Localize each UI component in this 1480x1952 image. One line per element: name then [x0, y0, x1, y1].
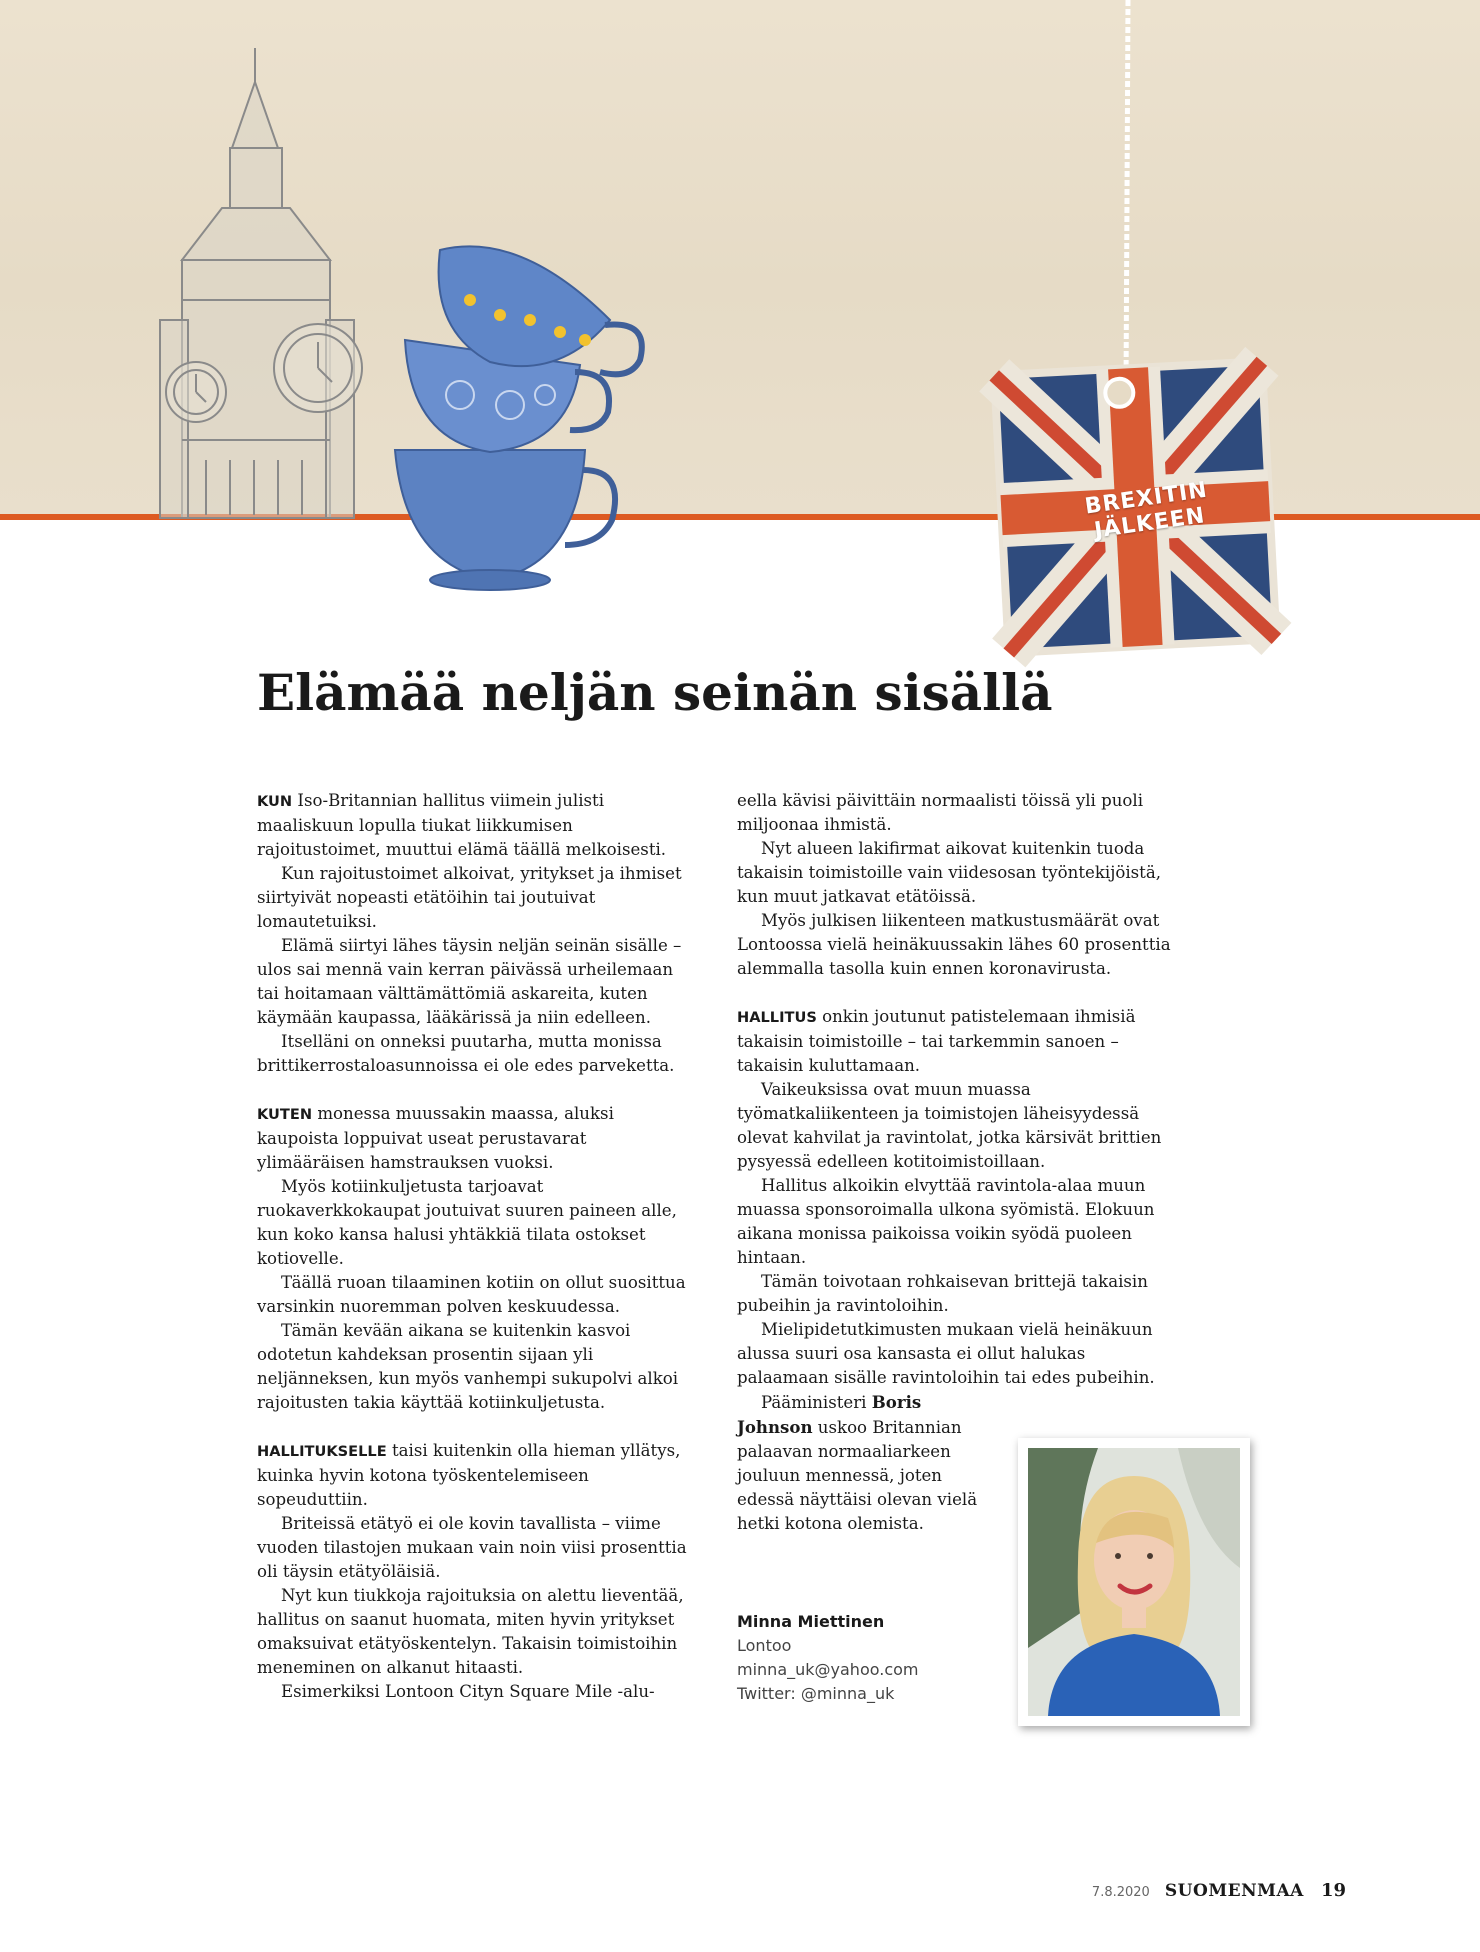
teacups-illustration — [395, 246, 642, 590]
paragraph: Myös julkisen liikenteen matkustusmäärät ovat Lontoossa vielä heinäkuussakin lähes 60 prosenttia alemmalla tasolla kuin ennen koronavirusta. — [737, 911, 1171, 978]
article-left-column — [257, 789, 695, 1704]
page-footer — [1092, 1880, 1346, 1901]
paragraph: Mielipidetutkimusten mukaan vielä heinäkuun alussa suuri osa kansasta ei ollut halukas palaamaan sisälle ravintoloihin tai edes pubeihin. — [737, 1320, 1155, 1387]
paragraph: Itselläni on onneksi puutarha, mutta monissa brittikerrostaloasunnoissa ei ole edes parveketta. — [257, 1032, 675, 1075]
paragraph: HALLITUS onkin joutunut patistelemaan ihmisiä takaisin toimistoille – tai tarkemmin sanoen – takaisin kuluttamaan. — [737, 1007, 1136, 1075]
paragraph: eella kävisi päivittäin normaalisti töissä yli puoli miljoonaa ihmistä. — [737, 791, 1144, 834]
paragraph: Nyt alueen lakifirmat aikovat kuitenkin tuoda takaisin toimistoille vain viidesosan työntekijöistä, kun muut jatkavat etätöissä. — [737, 839, 1162, 906]
paragraph: Briteissä etätyö ei ole kovin tavallista – viime vuoden tilastojen mukaan vain noin viisi prosenttia oli täysin etätyöläisiä. — [257, 1514, 687, 1581]
issue-date: 7.8.2020 — [1091, 1885, 1150, 1900]
author-photo — [1018, 1438, 1250, 1726]
paragraph: Hallitus alkoikin elvyttää ravintola-alaa muun muassa sponsoroimalla ulkona syömistä. Elokuun aikana monissa paikoissa voikin syödä puoleen hintaan. — [737, 1176, 1155, 1267]
paragraph: Täällä ruoan tilaaminen kotiin on ollut suosittua varsinkin nuoremman polven keskuudessa. — [257, 1273, 686, 1316]
paragraph: Myös kotiinkuljetusta tarjoavat ruokaverkkokaupat joutuivat suuren paineen alle, kun koko kansa halusi yhtäkkiä tilata ostokset kotiovelle. — [257, 1177, 677, 1268]
header-illustration — [0, 0, 1480, 700]
paragraph: Vaikeuksissa ovat muun muassa työmatkaliikenteen ja toimistojen läheisyydessä olevat kahvilat ja ravintolat, jotka kärsivät brittien pysyessä edelleen kotitoimistoillaan. — [737, 1080, 1162, 1171]
paragraph: KUN Iso-Britannian hallitus viimein julisti maaliskuun lopulla tiukat liikkumisen rajoitustoimet, muuttui elämä täällä melkoisesti. — [257, 791, 667, 859]
paragraph: Elämä siirtyi lähes täysin neljän seinän sisälle – ulos sai mennä vain kerran päivässä urheilemaan tai hoitamaan välttämättömiä askareita, kuten käymään kaupassa, lääkärissä ja niin edelleen. — [257, 936, 682, 1027]
paragraph: KUTEN monessa muussakin maassa, aluksi kaupoista loppuivat useat perustavarat ylimääräisen hamstrauksen vuoksi. — [257, 1104, 614, 1172]
author-email: minna_uk@yahoo.com — [737, 1660, 919, 1679]
author-byline — [737, 1610, 919, 1706]
paragraph: Nyt kun tiukkoja rajoituksia on alettu lieventää, hallitus on saanut huomata, miten hyvin yritykset omaksuivat etätyöskentelyn. Takaisin toimistoihin meneminen on alkanut hitaasti. — [257, 1586, 684, 1677]
tag-string — [1126, 0, 1128, 390]
magazine-name: SUOMENMAA — [1164, 1881, 1304, 1901]
author-twitter: Twitter: @minna_uk — [737, 1684, 895, 1703]
highlighted-name: Boris Johnson — [737, 1392, 922, 1437]
big-ben-illustration — [160, 48, 362, 518]
brexit-tag-label: BREXITIN JÄLKEEN — [1083, 477, 1210, 544]
paragraph: HALLITUKSELLE taisi kuitenkin olla hieman yllätys, kuinka hyvin kotona työskentelemiseen sopeuduttiin. — [257, 1441, 681, 1509]
paragraph: Tämän toivotaan rohkaisevan brittejä takaisin pubeihin ja ravintoloihin. — [737, 1272, 1148, 1315]
article-right-column — [737, 789, 1177, 1536]
paragraph: Esimerkiksi Lontoon Cityn Square Mile -alu- — [281, 1682, 655, 1701]
paragraph: Tämän kevään aikana se kuitenkin kasvoi odotetun kahdeksan prosentin sijaan yli neljänneksen, kun myös vanhempi sukupolvi alkoi rajoitusten takia käyttää kotiinkuljetusta. — [257, 1321, 679, 1412]
paragraph: Kun rajoitustoimet alkoivat, yritykset ja ihmiset siirtyivät nopeasti etätöihin tai joutuivat lomautetuiksi. — [257, 864, 682, 931]
paragraph: Pääministeri Boris Johnson uskoo Britannian palaavan normaaliarkeen jouluun mennessä, joten edessä näyttäisi olevan vielä hetki kotona olemista. — [737, 1392, 978, 1533]
author-city: Lontoo — [737, 1636, 792, 1655]
author-name: Minna Miettinen — [737, 1612, 885, 1631]
article-headline: Elämää neljän seinän sisällä — [257, 663, 1053, 722]
page-number: 19 — [1320, 1880, 1346, 1901]
